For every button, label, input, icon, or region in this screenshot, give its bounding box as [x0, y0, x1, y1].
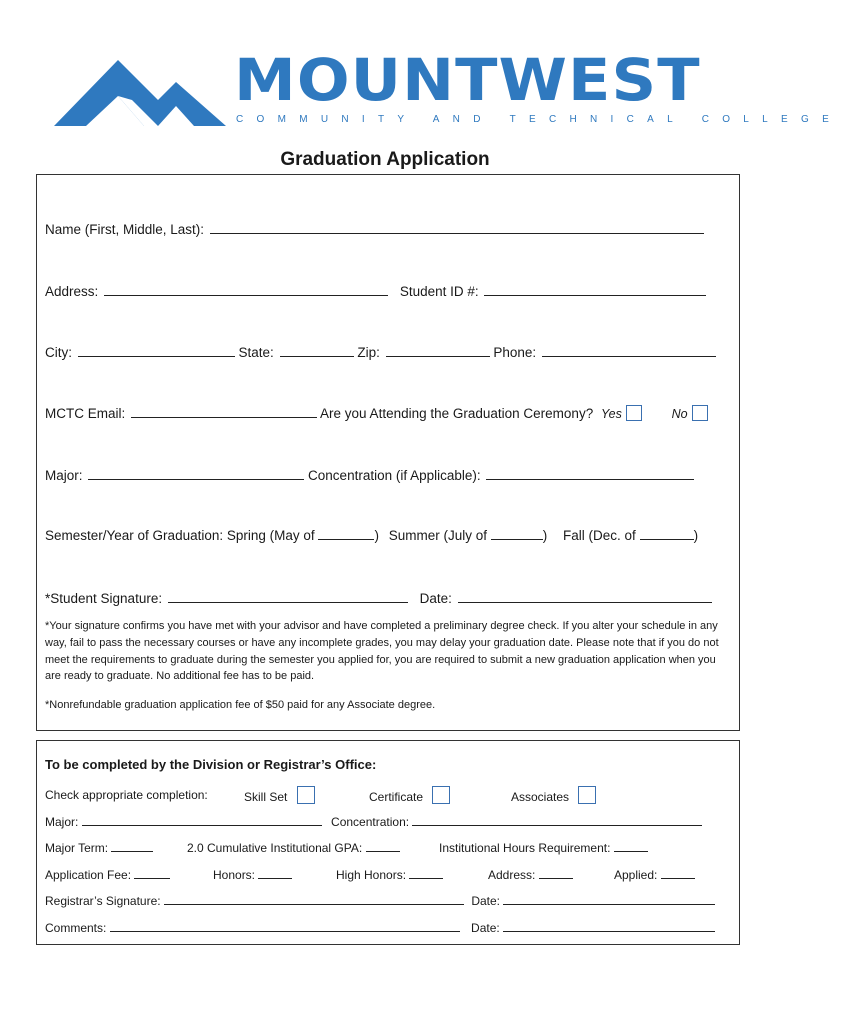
phone-label: Phone: — [493, 345, 537, 360]
registrar-date-field[interactable] — [503, 892, 715, 905]
student-signature-label: *Student Signature: — [45, 591, 163, 606]
ceremony-question: Are you Attending the Graduation Ceremony? — [320, 406, 594, 421]
college-logo — [54, 46, 842, 132]
mountain-logo-icon — [54, 56, 229, 130]
ceremony-yes-checkbox[interactable] — [626, 405, 642, 421]
city-label: City: — [45, 345, 72, 360]
registrar-signature-row — [45, 892, 715, 910]
city-row — [45, 343, 716, 362]
office-section-title: To be completed by the Division or Registrar’s Office: — [45, 757, 377, 772]
semester-row — [45, 527, 698, 545]
certificate-checkbox[interactable] — [432, 786, 450, 804]
student-date-field[interactable] — [458, 589, 712, 603]
student-id-label: Student ID #: — [399, 284, 479, 299]
associates-label: Associates — [511, 790, 570, 804]
registrar-date-label: Date: — [471, 894, 500, 908]
certificate-option — [369, 786, 450, 806]
concentration-field[interactable] — [486, 466, 694, 480]
email-label: MCTC Email: — [45, 406, 126, 421]
high-honors-field[interactable] — [409, 866, 443, 879]
registrar-signature-label: Registrar’s Signature: — [45, 894, 161, 908]
student-id-field[interactable] — [484, 282, 706, 296]
skill-set-option — [244, 786, 315, 806]
certificate-label: Certificate — [369, 790, 424, 804]
comments-row — [45, 919, 715, 937]
name-row — [45, 220, 704, 239]
zip-label: Zip: — [357, 345, 380, 360]
applied-field[interactable] — [661, 866, 695, 879]
fall-close: ) — [693, 528, 699, 543]
spring-label: Spring (May of — [226, 528, 315, 543]
ceremony-yes-label: Yes — [600, 407, 622, 421]
email-row — [45, 404, 708, 423]
name-field[interactable] — [210, 220, 704, 234]
completion-label: Check appropriate completion: — [45, 788, 208, 802]
fee-item — [45, 866, 170, 884]
comments-label: Comments: — [45, 921, 107, 935]
applied-label: Applied: — [614, 868, 658, 882]
skill-set-label: Skill Set — [244, 790, 288, 804]
signature-note: *Your signature confirms you have met with your advisor and have completed a preliminary degree check. If you alter your schedule in any way, fail to pass the necessary courses or have any incomplete grades, you may delay your graduation date. Please note that if you do not meet the requirements to graduate during the semester you applied for, you are required to submit a new graduation application when you are ready to graduate. No additional fee has to be paid. — [45, 620, 719, 683]
skill-set-checkbox[interactable] — [297, 786, 315, 804]
logo-wordmark: MOUNTWEST — [234, 46, 701, 114]
completion-row — [45, 786, 208, 804]
spring-close: ) — [374, 528, 379, 543]
gpa-label: 2.0 Cumulative Institutional GPA: — [187, 841, 363, 855]
phone-field[interactable] — [542, 343, 716, 357]
address-field[interactable] — [104, 282, 388, 296]
major-term-field[interactable] — [111, 839, 153, 852]
page-title: Graduation Application — [280, 149, 490, 170]
registrar-signature-field[interactable] — [164, 892, 464, 905]
applied-item — [614, 866, 695, 884]
ceremony-no-checkbox[interactable] — [692, 405, 708, 421]
office-major-row — [45, 813, 702, 831]
office-address-field[interactable] — [539, 866, 573, 879]
comments-field[interactable] — [110, 919, 460, 932]
major-row — [45, 466, 694, 485]
address-row — [45, 282, 706, 301]
hours-field[interactable] — [614, 839, 648, 852]
zip-field[interactable] — [386, 343, 490, 357]
fee-note: *Nonrefundable graduation application fee of $50 paid for any Associate degree. — [45, 699, 436, 711]
summer-year-field[interactable] — [491, 527, 543, 540]
office-major-label: Major: — [45, 815, 79, 829]
fall-label: Fall (Dec. of — [563, 528, 636, 543]
major-term-label: Major Term: — [45, 841, 109, 855]
major-label: Major: — [45, 468, 83, 483]
student-date-label: Date: — [419, 591, 452, 606]
hours-label: Institutional Hours Requirement: — [439, 841, 611, 855]
honors-item — [213, 866, 292, 884]
name-label: Name (First, Middle, Last): — [45, 222, 205, 237]
high-honors-label: High Honors: — [336, 868, 407, 882]
spring-year-field[interactable] — [318, 527, 374, 540]
gpa-item — [187, 839, 400, 857]
ceremony-no-label: No — [671, 407, 688, 421]
summer-label: Summer (July of — [388, 528, 487, 543]
honors-field[interactable] — [258, 866, 292, 879]
student-signature-field[interactable] — [168, 589, 408, 603]
hours-item — [439, 839, 648, 857]
office-address-item — [488, 866, 573, 884]
honors-label: Honors: — [213, 868, 256, 882]
office-concentration-label: Concentration: — [331, 815, 410, 829]
semester-label: Semester/Year of Graduation: — [45, 528, 224, 543]
comments-date-label: Date: — [471, 921, 500, 935]
high-honors-item — [336, 866, 443, 884]
signature-row — [45, 589, 712, 608]
application-fee-field[interactable] — [134, 866, 170, 879]
email-field[interactable] — [131, 404, 317, 418]
city-field[interactable] — [78, 343, 235, 357]
summer-close: ) — [542, 528, 548, 543]
major-field[interactable] — [88, 466, 304, 480]
state-label: State: — [238, 345, 274, 360]
office-major-field[interactable] — [82, 813, 322, 826]
logo-subtitle: COMMUNITY AND TECHNICAL COLLEGE — [236, 114, 842, 125]
office-address-label: Address: — [488, 868, 536, 882]
term-row — [45, 839, 153, 857]
office-concentration-field[interactable] — [412, 813, 702, 826]
application-fee-label: Application Fee: — [45, 868, 132, 882]
address-label: Address: — [45, 284, 99, 299]
associates-checkbox[interactable] — [578, 786, 596, 804]
associates-option — [511, 786, 596, 806]
comments-date-field[interactable] — [503, 919, 715, 932]
gpa-field[interactable] — [366, 839, 400, 852]
concentration-label: Concentration (if Applicable): — [308, 468, 481, 483]
state-field[interactable] — [280, 343, 354, 357]
fall-year-field[interactable] — [640, 527, 694, 540]
